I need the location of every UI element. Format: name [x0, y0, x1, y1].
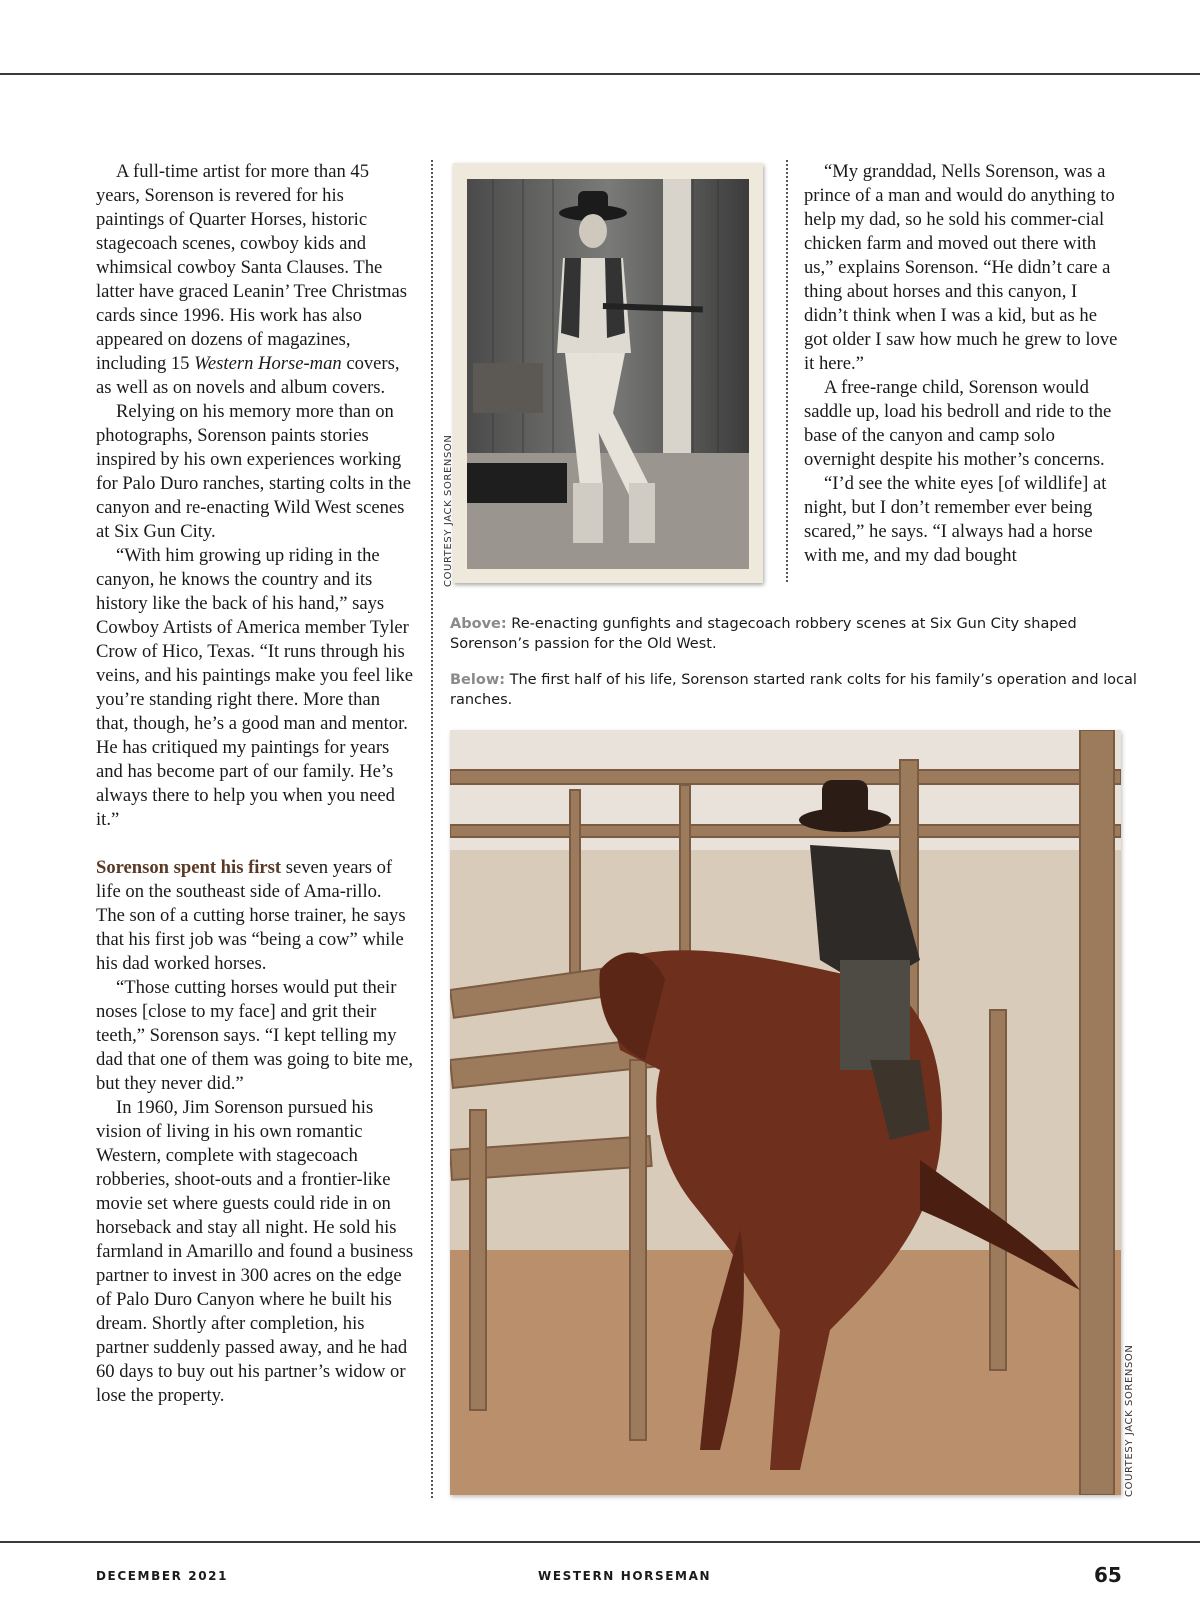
- paragraph: Sorenson spent his first seven years of life on the southeast side of Ama-rillo. The son of a cutting horse trainer, he says that his first job was “being a cow” while his dad worked horses.: [96, 857, 406, 974]
- footer-magazine-name: WESTERN HORSEMAN: [538, 1569, 712, 1583]
- photo-cowboy-illustration: [453, 163, 763, 583]
- column-divider-left: [431, 160, 433, 1498]
- paragraph: Relying on his memory more than on photographs, Sorenson paints stories inspired by his own experiences working for Palo Duro ranches, starting colts in the canyon and re-enacting Wild West scenes at Six Gun City.: [96, 401, 411, 542]
- caption-above: Above: Re-enacting gunfights and stagecoach robbery scenes at Six Gun City shaped Sorenson’s passion for the Old West.: [450, 616, 1077, 652]
- section-lead-in: Sorenson spent his first: [96, 857, 282, 878]
- photo-cowboy-with-rifle: [453, 163, 763, 583]
- paragraph: “I’d see the white eyes [of wildlife] at night, but I don’t remember ever being scared,” he says. “I always had a horse with me, and my dad bought: [804, 473, 1107, 566]
- paragraph: “Those cutting horses would put their noses [close to my face] and grit their teeth,” Sorenson says. “I kept telling my dad that one of them was going to bite me, but they never did.”: [96, 977, 414, 1094]
- paragraph: A free-range child, Sorenson would saddle up, load his bedroll and ride to the base of the canyon and camp solo overnight despite his mother’s concerns.: [804, 377, 1112, 470]
- right-text-column: [804, 160, 1124, 568]
- caption-label: Below:: [450, 672, 506, 688]
- photo-credit-bottom: COURTESY JACK SORENSON: [1124, 1344, 1135, 1497]
- paragraph: In 1960, Jim Sorenson pursued his vision of living in his own romantic Western, complete with stagecoach robberies, shoot-outs and a frontier-like movie set where guests could ride in on horseback and stay all night. He sold his farmland in Amarillo and found a business partner to invest in 300 acres on the edge of Palo Duro Canyon where he built his dream. Shortly after completion, his partner suddenly passed away, and he had 60 days to buy out his partner’s widow or lose the property.: [96, 1097, 414, 1406]
- paragraph: “With him growing up riding in the canyon, he knows the country and its history like the back of his hand,” says Cowboy Artists of America member Tyler Crow of Hico, Texas. “It runs through his veins, and his paintings make you feel like you’re standing right there. More than that, though, he’s a good man and mentor. He has critiqued my paintings for years and has become part of our family. He’s always there to help you when you need it.”: [96, 545, 414, 830]
- caption-label: Above:: [450, 616, 507, 632]
- photo-bucking-horse: [450, 730, 1121, 1495]
- paragraph: A full-time artist for more than 45 years, Sorenson is revered for his paintings of Quarter Horses, historic stagecoach scenes, cowboy kids and whimsical cowboy Santa Clauses. The latter have graced Leanin’ Tree Christmas cards since 1996. His work has also appeared on dozens of magazines, including 15 Western Horse-man covers, as well as on novels and album covers.: [96, 161, 407, 398]
- caption-below: Below: The first half of his life, Sorenson started rank colts for his family’s operation and local ranches.: [450, 672, 1137, 708]
- page-number: 65: [1094, 1563, 1122, 1587]
- photo-bucking-horse-illustration: [450, 730, 1121, 1495]
- photo-credit-top: COURTESY JACK SORENSON: [443, 434, 454, 587]
- column-divider-right: [786, 160, 788, 582]
- paragraph: “My granddad, Nells Sorenson, was a prince of a man and would do anything to help my dad, so he sold his commer-cial chicken farm and moved out there with us,” explains Sorenson. “He didn’t care a thing about horses and this canyon, I didn’t think when I was a kid, but as he got older I saw how much he grew to love it here.”: [804, 161, 1118, 374]
- footer-rule: [0, 1541, 1200, 1543]
- magazine-title: Western Horse-man: [194, 353, 342, 374]
- footer-date: DECEMBER 2021: [96, 1569, 229, 1583]
- left-text-column: [96, 160, 414, 1408]
- header-rule: [0, 73, 1200, 75]
